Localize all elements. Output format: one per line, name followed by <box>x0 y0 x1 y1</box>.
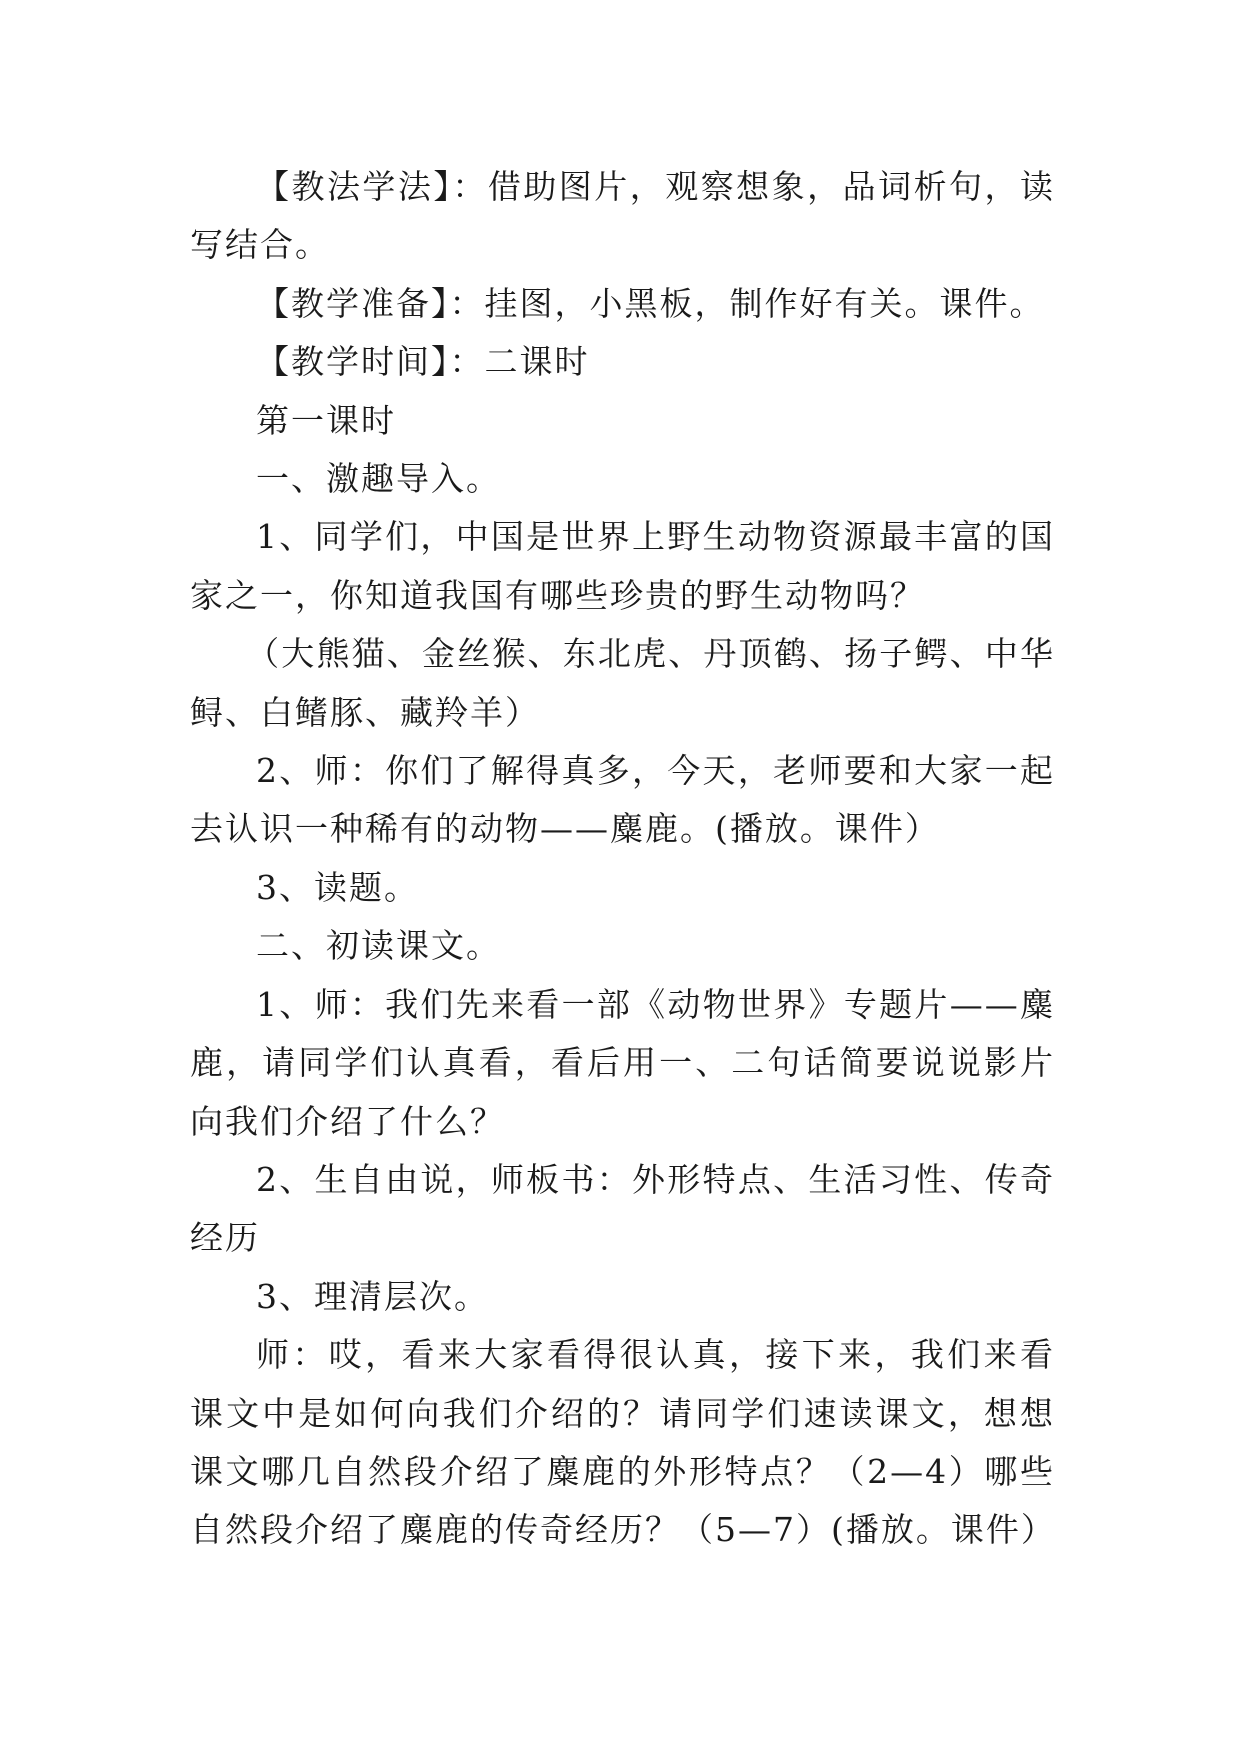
paragraph-section-two-item-2: 2、生自由说，师板书：外形特点、生活习性、传奇经历 <box>190 1159 1055 1258</box>
paragraph-teaching-preparation: 【教学准备】：挂图，小黑板，制作好有关。课件。 <box>256 283 1045 323</box>
paragraph-item-1: 1、同学们，中国是世界上野生动物资源最丰富的国家之一，你知道我国有哪些珍贵的野生动物吗？ <box>190 517 1055 615</box>
paragraph-section-two-item-1: 1、师：我们先来看一部《动物世界》专题片——麋鹿，请同学们认真看，看后用一、二句话简要说说影片向我们介绍了什么？ <box>190 984 1055 1141</box>
paragraph-teacher-instruction: 师：哎，看来大家看得很认真，接下来，我们来看课文中是如何向我们介绍的？请同学们速读课文，想想课文哪几自然段介绍了麋鹿的外形特点？（2—4）哪些自然段介绍了麋鹿的传奇经历？（5—7）(播放。课件） <box>190 1335 1056 1550</box>
paragraph-section-two-heading: 二、初读课文。 <box>256 926 501 966</box>
paragraph-section-one-heading: 一、激趣导入。 <box>256 459 501 499</box>
paragraph-animal-list: （大熊猫、金丝猴、东北虎、丹顶鹤、扬子鳄、中华鲟、白鳍豚、藏羚羊） <box>190 634 1055 732</box>
document-body <box>190 158 1055 1560</box>
paragraph-item-2: 2、师：你们了解得真多，今天，老师要和大家一起去认识一种稀有的动物——麋鹿。(播放。课件） <box>190 751 1055 849</box>
paragraph-section-two-item-3: 3、理清层次。 <box>256 1276 489 1316</box>
paragraph-teaching-methods: 【教法学法】：借助图片，观察想象，品词析句，读写结合。 <box>190 167 1055 265</box>
paragraph-teaching-time: 【教学时间】：二课时 <box>256 342 590 382</box>
paragraph-item-3: 3、读题。 <box>256 867 419 907</box>
paragraph-first-lesson-heading: 第一课时 <box>256 400 396 440</box>
